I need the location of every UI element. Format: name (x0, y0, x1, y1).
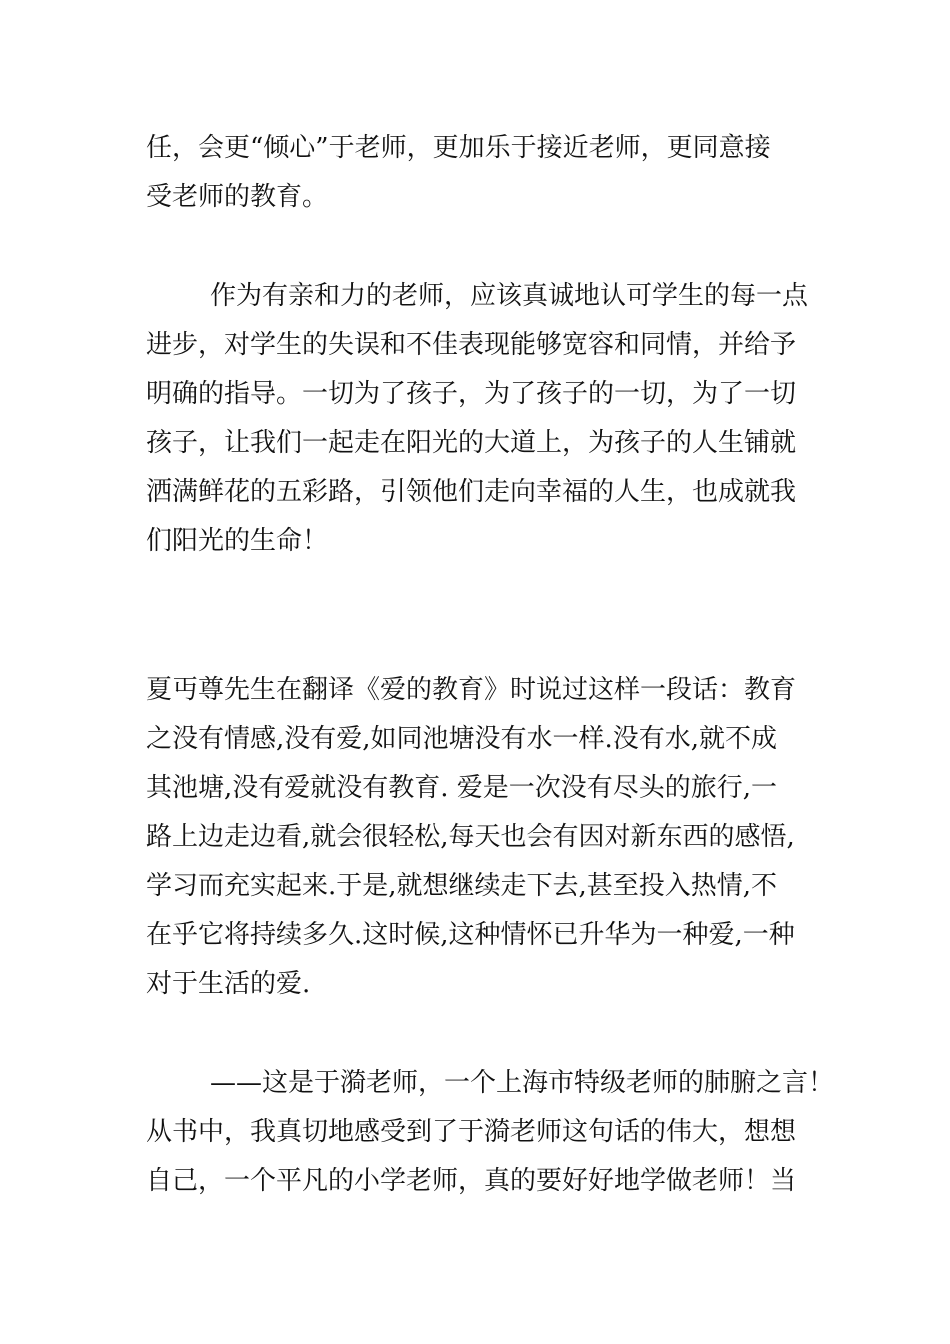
text-line: 受老师的教育。 (146, 182, 329, 212)
text-line: 作为有亲和力的老师，应该真诚地认可学生的每一点 (210, 281, 809, 311)
text-line: 之没有情感,没有爱,如同池塘没有水一样.没有水,就不成 (146, 724, 778, 754)
text-line: 们阳光的生命！ (146, 526, 329, 556)
text-line: 自己，一个平凡的小学老师，真的要好好地学做老师！当 (146, 1166, 797, 1196)
paragraph-4 (146, 1059, 835, 1206)
text-line: 任，会更“倾心”于老师，更加乐于接近老师，更同意接 (146, 133, 771, 163)
text-line: 学习而充实起来.于是,就想继续走下去,甚至投入热情,不 (146, 871, 778, 901)
text-line: 在乎它将持续多久.这时候,这种情怀已升华为一种爱,一种 (146, 920, 795, 950)
paragraph-2 (146, 272, 826, 566)
paragraph-1 (146, 124, 826, 222)
text-line: 路上边走边看,就会很轻松,每天也会有因对新东西的感悟, (146, 822, 795, 852)
text-line: 进步，对学生的失误和不佳表现能够宽容和同情，并给予 (146, 330, 797, 360)
text-line: 明确的指导。一切为了孩子，为了孩子的一切，为了一切 (146, 379, 797, 409)
text-line: 从书中，我真切地感受到了于漪老师这句话的伟大，想想 (146, 1117, 797, 1147)
text-line: ——这是于漪老师，一个上海市特级老师的肺腑之言！ (210, 1068, 835, 1098)
text-line: 孩子，让我们一起走在阳光的大道上，为孩子的人生铺就 (146, 428, 797, 458)
paragraph-3-quote (146, 666, 826, 1009)
document-body (146, 124, 835, 1206)
text-line: 其池塘,没有爱就没有教育. 爱是一次没有尽头的旅行,一 (146, 773, 778, 803)
text-line: 洒满鲜花的五彩路，引领他们走向幸福的人生，也成就我 (146, 477, 797, 507)
text-line: 对于生活的爱. (146, 969, 311, 999)
text-line: 夏丏尊先生在翻译《爱的教育》时说过这样一段话：教育 (146, 675, 797, 705)
